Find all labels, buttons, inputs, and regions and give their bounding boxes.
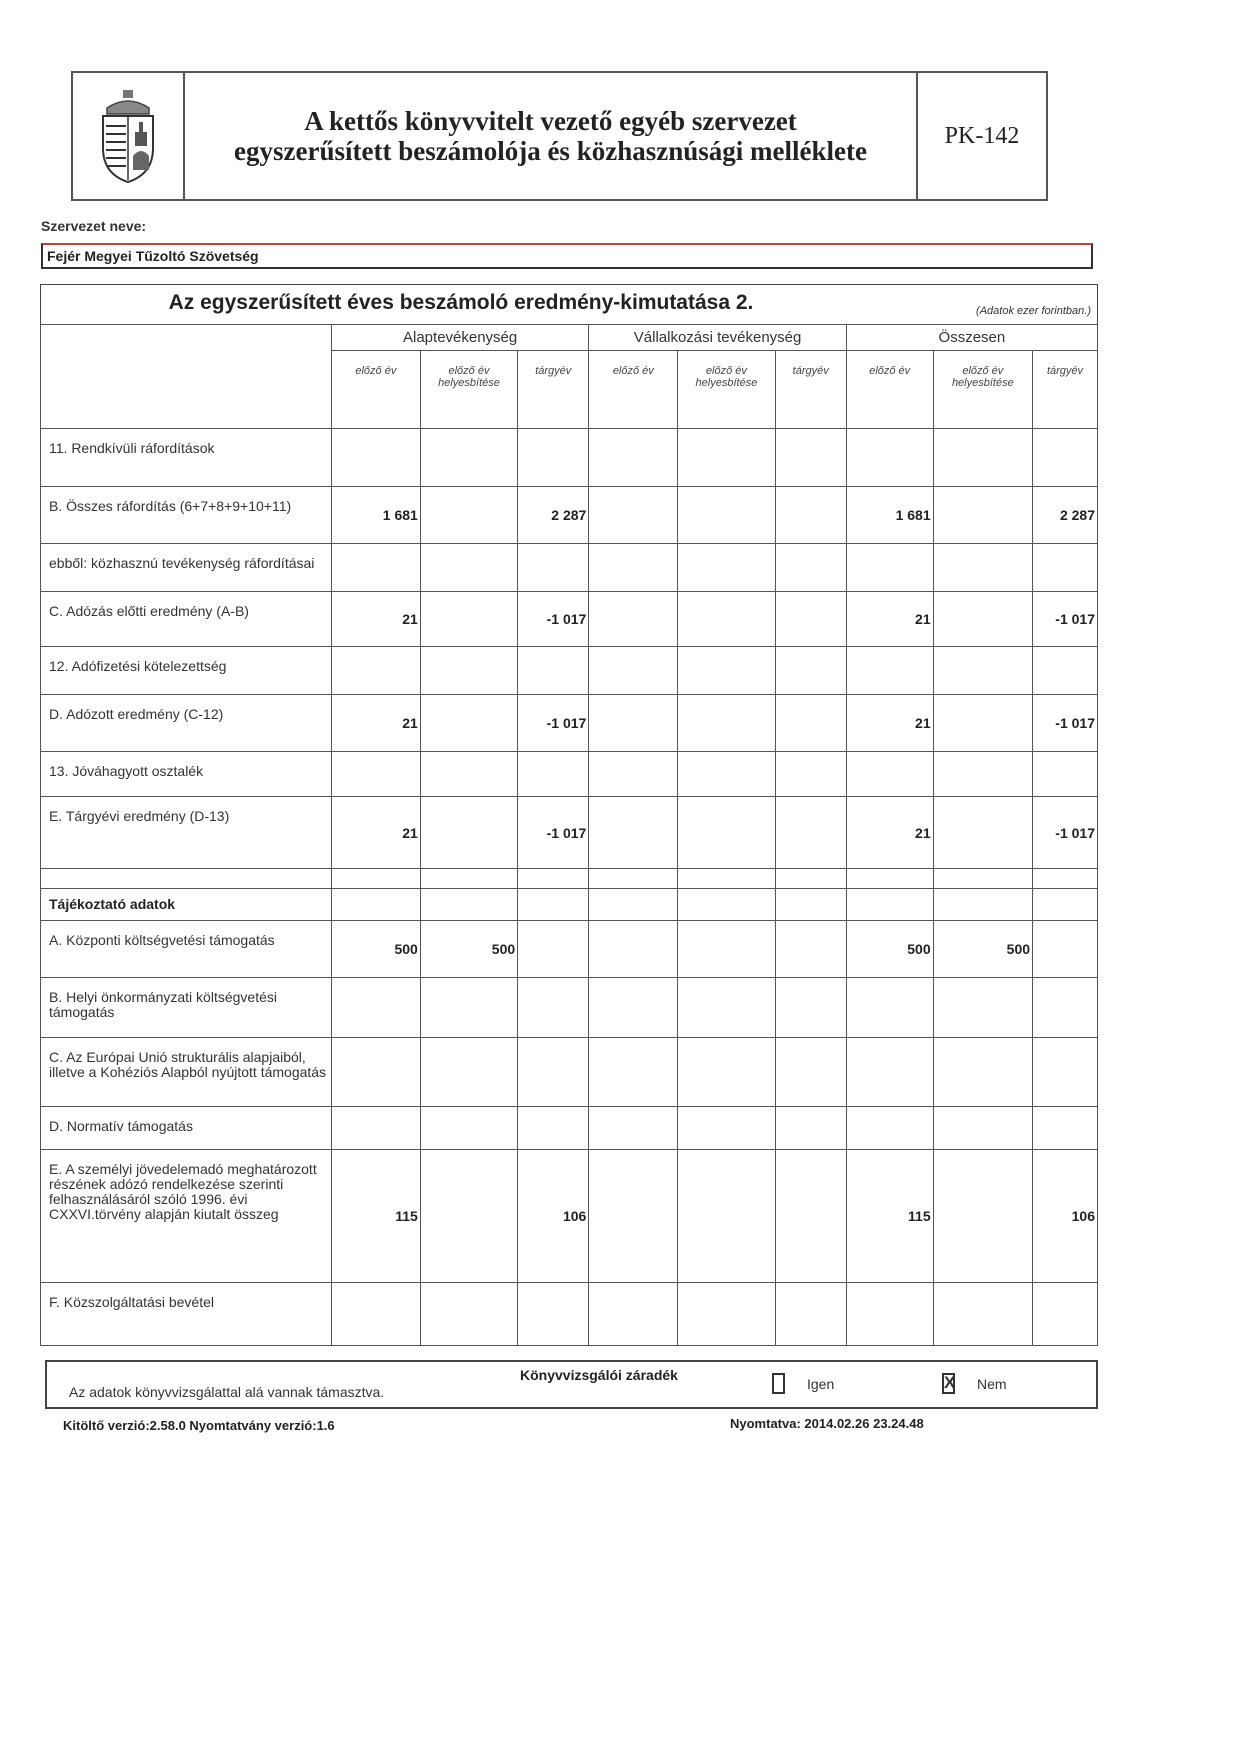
group-header-business: Vállalkozási tevékenység xyxy=(589,325,846,351)
cell-base-prev-year[interactable]: 115 xyxy=(331,1150,420,1283)
subheader-prev-correction: előző év helyesbítése xyxy=(420,351,517,429)
row-label: E. Tárgyévi eredmény (D-13) xyxy=(41,797,332,869)
cell-base-current-year[interactable] xyxy=(518,429,589,487)
cell-base-prev-correction[interactable] xyxy=(420,429,517,487)
cell-base-prev-correction[interactable] xyxy=(420,592,517,647)
subheader-prev-year: előző év xyxy=(846,351,933,429)
statement-row xyxy=(41,797,1098,869)
statement-row xyxy=(41,544,1098,592)
row-label: D. Adózott eredmény (C-12) xyxy=(41,695,332,752)
cell-business-current-year[interactable] xyxy=(775,1150,846,1283)
spacer-cell xyxy=(1033,869,1098,889)
cell-base-prev-correction[interactable] xyxy=(420,1283,517,1346)
income-statement-table xyxy=(40,324,1098,1346)
cell-business-current-year[interactable] xyxy=(775,752,846,797)
row-label: C. Az Európai Unió strukturális alapjaiból, illetve a Kohéziós Alapból nyújtott támogatás xyxy=(41,1038,332,1107)
form-header xyxy=(71,71,1048,201)
cell-business-prev-correction[interactable] xyxy=(678,1038,775,1107)
cell-total-prev-correction[interactable] xyxy=(933,1283,1032,1346)
info-row xyxy=(41,1283,1098,1346)
cell-business-prev-year[interactable] xyxy=(589,978,678,1038)
cell-total-prev-year[interactable]: 115 xyxy=(846,1150,933,1283)
cell-base-prev-year[interactable]: 21 xyxy=(331,592,420,647)
cell-base-prev-year[interactable] xyxy=(331,1283,420,1346)
statement-row xyxy=(41,647,1098,695)
cell-business-prev-year[interactable] xyxy=(589,921,678,978)
cell-base-current-year[interactable]: -1 017 xyxy=(518,797,589,869)
cell-business-prev-correction[interactable] xyxy=(678,1107,775,1150)
cell-total-prev-correction[interactable] xyxy=(933,647,1032,695)
cell-business-current-year[interactable] xyxy=(775,978,846,1038)
cell-business-current-year[interactable] xyxy=(775,487,846,544)
cell-business-prev-correction[interactable] xyxy=(678,487,775,544)
subheader-current-year: tárgyév xyxy=(518,351,589,429)
coat-of-arms-icon xyxy=(73,73,185,199)
info-title-cell xyxy=(589,889,678,921)
cell-base-prev-correction[interactable] xyxy=(420,797,517,869)
cell-business-current-year[interactable] xyxy=(775,1107,846,1150)
print-timestamp: Nyomtatva: 2014.02.26 23.24.48 xyxy=(730,1416,924,1431)
cell-base-prev-correction[interactable] xyxy=(420,1107,517,1150)
cell-business-prev-correction[interactable] xyxy=(678,1283,775,1346)
info-title-cell xyxy=(331,889,420,921)
no-checkbox[interactable]: X xyxy=(944,1373,956,1392)
sheet-title: Az egyszerűsített éves beszámoló eredmény-kimutatása 2. xyxy=(168,291,754,314)
cell-total-prev-year[interactable]: 21 xyxy=(846,695,933,752)
cell-business-prev-correction[interactable] xyxy=(678,592,775,647)
info-title-cell xyxy=(1033,889,1098,921)
cell-base-prev-correction[interactable] xyxy=(420,1150,517,1283)
info-row xyxy=(41,1150,1098,1283)
cell-base-prev-year[interactable] xyxy=(331,978,420,1038)
cell-total-prev-correction[interactable] xyxy=(933,429,1032,487)
cell-total-prev-year[interactable] xyxy=(846,429,933,487)
cell-base-current-year[interactable]: -1 017 xyxy=(518,695,589,752)
cell-total-prev-year[interactable] xyxy=(846,544,933,592)
cell-business-prev-correction[interactable] xyxy=(678,978,775,1038)
cell-business-prev-correction[interactable] xyxy=(678,695,775,752)
cell-total-prev-correction[interactable] xyxy=(933,1107,1032,1150)
org-name-field[interactable]: Fejér Megyei Tűzoltó Szövetség xyxy=(41,243,1093,269)
subheader-current-year: tárgyév xyxy=(775,351,846,429)
cell-base-prev-year[interactable]: 21 xyxy=(331,695,420,752)
cell-total-prev-year[interactable] xyxy=(846,1038,933,1107)
version-info: Kitöltő verzió:2.58.0 Nyomtatvány verzió:1.6 xyxy=(63,1418,335,1433)
cell-total-current-year[interactable] xyxy=(1033,1038,1098,1107)
audit-statement: Az adatok könyvvizsgálattal alá vannak támasztva. xyxy=(69,1384,385,1400)
cell-total-prev-correction[interactable] xyxy=(933,797,1032,869)
group-header-total: Összesen xyxy=(846,325,1097,351)
row-label: F. Közszolgáltatási bevétel xyxy=(41,1283,332,1346)
cell-total-prev-year[interactable] xyxy=(846,1107,933,1150)
cell-business-prev-year[interactable] xyxy=(589,647,678,695)
cell-base-current-year[interactable] xyxy=(518,1283,589,1346)
spacer-cell xyxy=(846,869,933,889)
cell-business-prev-year[interactable] xyxy=(589,429,678,487)
cell-base-current-year[interactable] xyxy=(518,978,589,1038)
info-title-cell xyxy=(678,889,775,921)
statement-row xyxy=(41,695,1098,752)
spacer-row xyxy=(41,869,1098,889)
cell-business-prev-year[interactable] xyxy=(589,487,678,544)
no-label: Nem xyxy=(977,1375,1007,1392)
spacer-cell xyxy=(41,869,332,889)
cell-base-current-year[interactable] xyxy=(518,647,589,695)
cell-total-prev-year[interactable] xyxy=(846,1283,933,1346)
cell-base-prev-year[interactable] xyxy=(331,544,420,592)
cell-total-prev-year[interactable]: 21 xyxy=(846,592,933,647)
cell-business-prev-year[interactable] xyxy=(589,752,678,797)
info-title-cell xyxy=(933,889,1032,921)
cell-business-current-year[interactable] xyxy=(775,1038,846,1107)
row-label: B. Összes ráfordítás (6+7+8+9+10+11) xyxy=(41,487,332,544)
cell-total-current-year[interactable] xyxy=(1033,647,1098,695)
corner-cell xyxy=(41,325,332,429)
cell-business-current-year[interactable] xyxy=(775,797,846,869)
cell-total-prev-year[interactable]: 500 xyxy=(846,921,933,978)
subheader-prev-year: előző év xyxy=(589,351,678,429)
row-label: C. Adózás előtti eredmény (A-B) xyxy=(41,592,332,647)
group-header-row xyxy=(41,325,1098,351)
statement-row xyxy=(41,592,1098,647)
cell-total-current-year[interactable] xyxy=(1033,544,1098,592)
cell-base-current-year[interactable] xyxy=(518,752,589,797)
cell-base-prev-correction[interactable] xyxy=(420,647,517,695)
cell-base-prev-year[interactable] xyxy=(331,647,420,695)
cell-base-prev-year[interactable] xyxy=(331,1107,420,1150)
cell-total-prev-year[interactable]: 1 681 xyxy=(846,487,933,544)
cell-base-prev-correction[interactable] xyxy=(420,544,517,592)
cell-base-current-year[interactable]: 2 287 xyxy=(518,487,589,544)
row-label: E. A személyi jövedelemadó meghatározott részének adózó rendelkezése szerinti felhasználásáról szóló 1996. évi CXXVI.törvény alapján kiutalt összeg xyxy=(41,1150,332,1283)
cell-total-prev-correction[interactable]: 500 xyxy=(933,921,1032,978)
cell-base-prev-correction[interactable] xyxy=(420,1038,517,1107)
spacer-cell xyxy=(678,869,775,889)
subheader-prev-year: előző év xyxy=(331,351,420,429)
cell-business-current-year[interactable] xyxy=(775,544,846,592)
row-label: 12. Adófizetési kötelezettség xyxy=(41,647,332,695)
spacer-cell xyxy=(775,869,846,889)
cell-total-prev-year[interactable]: 21 xyxy=(846,797,933,869)
form-code: PK-142 xyxy=(944,122,1020,149)
cell-base-prev-year[interactable]: 500 xyxy=(331,921,420,978)
cell-total-current-year[interactable] xyxy=(1033,752,1098,797)
cell-business-current-year[interactable] xyxy=(775,695,846,752)
row-label: ebből: közhasznú tevékenység ráfordításai xyxy=(41,544,332,592)
cell-base-current-year[interactable] xyxy=(518,544,589,592)
cell-base-prev-year[interactable] xyxy=(331,429,420,487)
spacer-cell xyxy=(933,869,1032,889)
cell-business-prev-correction[interactable] xyxy=(678,797,775,869)
cell-total-prev-year[interactable] xyxy=(846,647,933,695)
cell-total-current-year[interactable]: 2 287 xyxy=(1033,487,1098,544)
sheet-title-bar xyxy=(40,284,1098,324)
cell-total-current-year[interactable]: -1 017 xyxy=(1033,592,1098,647)
cell-total-prev-year[interactable] xyxy=(846,978,933,1038)
info-row xyxy=(41,921,1098,978)
spacer-cell xyxy=(589,869,678,889)
cell-business-prev-correction[interactable] xyxy=(678,1150,775,1283)
cell-total-current-year[interactable]: 106 xyxy=(1033,1150,1098,1283)
cell-business-prev-year[interactable] xyxy=(589,592,678,647)
statement-row xyxy=(41,429,1098,487)
spacer-cell xyxy=(331,869,420,889)
info-title-cell xyxy=(420,889,517,921)
row-label: D. Normatív támogatás xyxy=(41,1107,332,1150)
audit-footer xyxy=(45,1360,1098,1409)
yes-label: Igen xyxy=(807,1375,835,1392)
audit-clause-label: Könyvvizsgálói záradék xyxy=(520,1367,678,1383)
cell-business-prev-year[interactable] xyxy=(589,1107,678,1150)
yes-checkbox[interactable] xyxy=(772,1373,785,1394)
cell-business-current-year[interactable] xyxy=(775,429,846,487)
info-section-title: Tájékoztató adatok xyxy=(41,889,332,921)
cell-business-prev-correction[interactable] xyxy=(678,921,775,978)
spacer-cell xyxy=(420,869,517,889)
info-title-row xyxy=(41,889,1098,921)
row-label: 11. Rendkívüli ráfordítások xyxy=(41,429,332,487)
cell-base-prev-correction[interactable] xyxy=(420,752,517,797)
cell-base-prev-correction[interactable] xyxy=(420,695,517,752)
subheader-prev-correction: előző év helyesbítése xyxy=(678,351,775,429)
row-label: 13. Jóváhagyott osztalék xyxy=(41,752,332,797)
cell-base-current-year[interactable] xyxy=(518,1107,589,1150)
info-title-cell xyxy=(846,889,933,921)
audit-option-no[interactable] xyxy=(942,1373,1007,1394)
cell-total-prev-year[interactable] xyxy=(846,752,933,797)
form-title xyxy=(185,73,918,199)
cell-base-prev-year[interactable]: 1 681 xyxy=(331,487,420,544)
cell-business-prev-correction[interactable] xyxy=(678,544,775,592)
cell-total-current-year[interactable]: -1 017 xyxy=(1033,797,1098,869)
form-title-line2: egyszerűsített beszámolója és közhasznúsági melléklete xyxy=(234,136,867,166)
org-name-label: Szervezet neve: xyxy=(41,218,147,234)
cell-total-prev-correction[interactable] xyxy=(933,695,1032,752)
cell-total-prev-correction[interactable] xyxy=(933,544,1032,592)
cell-base-current-year[interactable]: -1 017 xyxy=(518,592,589,647)
cell-base-current-year[interactable] xyxy=(518,1038,589,1107)
cell-total-prev-correction[interactable] xyxy=(933,978,1032,1038)
cell-base-prev-correction[interactable]: 500 xyxy=(420,921,517,978)
cell-base-prev-year[interactable] xyxy=(331,1038,420,1107)
spacer-cell xyxy=(518,869,589,889)
cell-business-prev-year[interactable] xyxy=(589,695,678,752)
cell-business-current-year[interactable] xyxy=(775,921,846,978)
cell-base-prev-year[interactable]: 21 xyxy=(331,797,420,869)
cell-business-current-year[interactable] xyxy=(775,647,846,695)
audit-option-yes[interactable] xyxy=(772,1373,834,1394)
cell-business-prev-year[interactable] xyxy=(589,1283,678,1346)
group-header-base: Alaptevékenység xyxy=(331,325,588,351)
statement-row xyxy=(41,487,1098,544)
cell-total-current-year[interactable] xyxy=(1033,978,1098,1038)
cell-base-prev-year[interactable] xyxy=(331,752,420,797)
unit-note: (Adatok ezer forintban.) xyxy=(976,305,1091,317)
cell-business-prev-year[interactable] xyxy=(589,1150,678,1283)
statement-row xyxy=(41,752,1098,797)
cell-business-prev-correction[interactable] xyxy=(678,752,775,797)
cell-base-prev-correction[interactable] xyxy=(420,978,517,1038)
cell-total-current-year[interactable] xyxy=(1033,429,1098,487)
row-label: A. Központi költségvetési támogatás xyxy=(41,921,332,978)
info-row xyxy=(41,978,1098,1038)
cell-base-current-year[interactable]: 106 xyxy=(518,1150,589,1283)
cell-total-prev-correction[interactable] xyxy=(933,592,1032,647)
cell-total-current-year[interactable] xyxy=(1033,921,1098,978)
cell-base-current-year[interactable] xyxy=(518,921,589,978)
info-row xyxy=(41,1107,1098,1150)
cell-total-prev-correction[interactable] xyxy=(933,1150,1032,1283)
form-title-line1: A kettős könyvvitelt vezető egyéb szervezet xyxy=(304,106,797,136)
info-title-cell xyxy=(518,889,589,921)
cell-total-prev-correction[interactable] xyxy=(933,1038,1032,1107)
subheader-current-year: tárgyév xyxy=(1033,351,1098,429)
cell-total-current-year[interactable] xyxy=(1033,1107,1098,1150)
row-label: B. Helyi önkormányzati költségvetési támogatás xyxy=(41,978,332,1038)
info-title-cell xyxy=(775,889,846,921)
cell-business-current-year[interactable] xyxy=(775,592,846,647)
cell-total-prev-correction[interactable] xyxy=(933,487,1032,544)
cell-business-prev-correction[interactable] xyxy=(678,429,775,487)
cell-business-prev-year[interactable] xyxy=(589,1038,678,1107)
cell-base-prev-correction[interactable] xyxy=(420,487,517,544)
cell-business-prev-year[interactable] xyxy=(589,544,678,592)
cell-total-prev-correction[interactable] xyxy=(933,752,1032,797)
cell-business-prev-correction[interactable] xyxy=(678,647,775,695)
cell-business-current-year[interactable] xyxy=(775,1283,846,1346)
subheader-prev-correction: előző év helyesbítése xyxy=(933,351,1032,429)
cell-total-current-year[interactable] xyxy=(1033,1283,1098,1346)
info-row xyxy=(41,1038,1098,1107)
cell-total-current-year[interactable]: -1 017 xyxy=(1033,695,1098,752)
cell-business-prev-year[interactable] xyxy=(589,797,678,869)
